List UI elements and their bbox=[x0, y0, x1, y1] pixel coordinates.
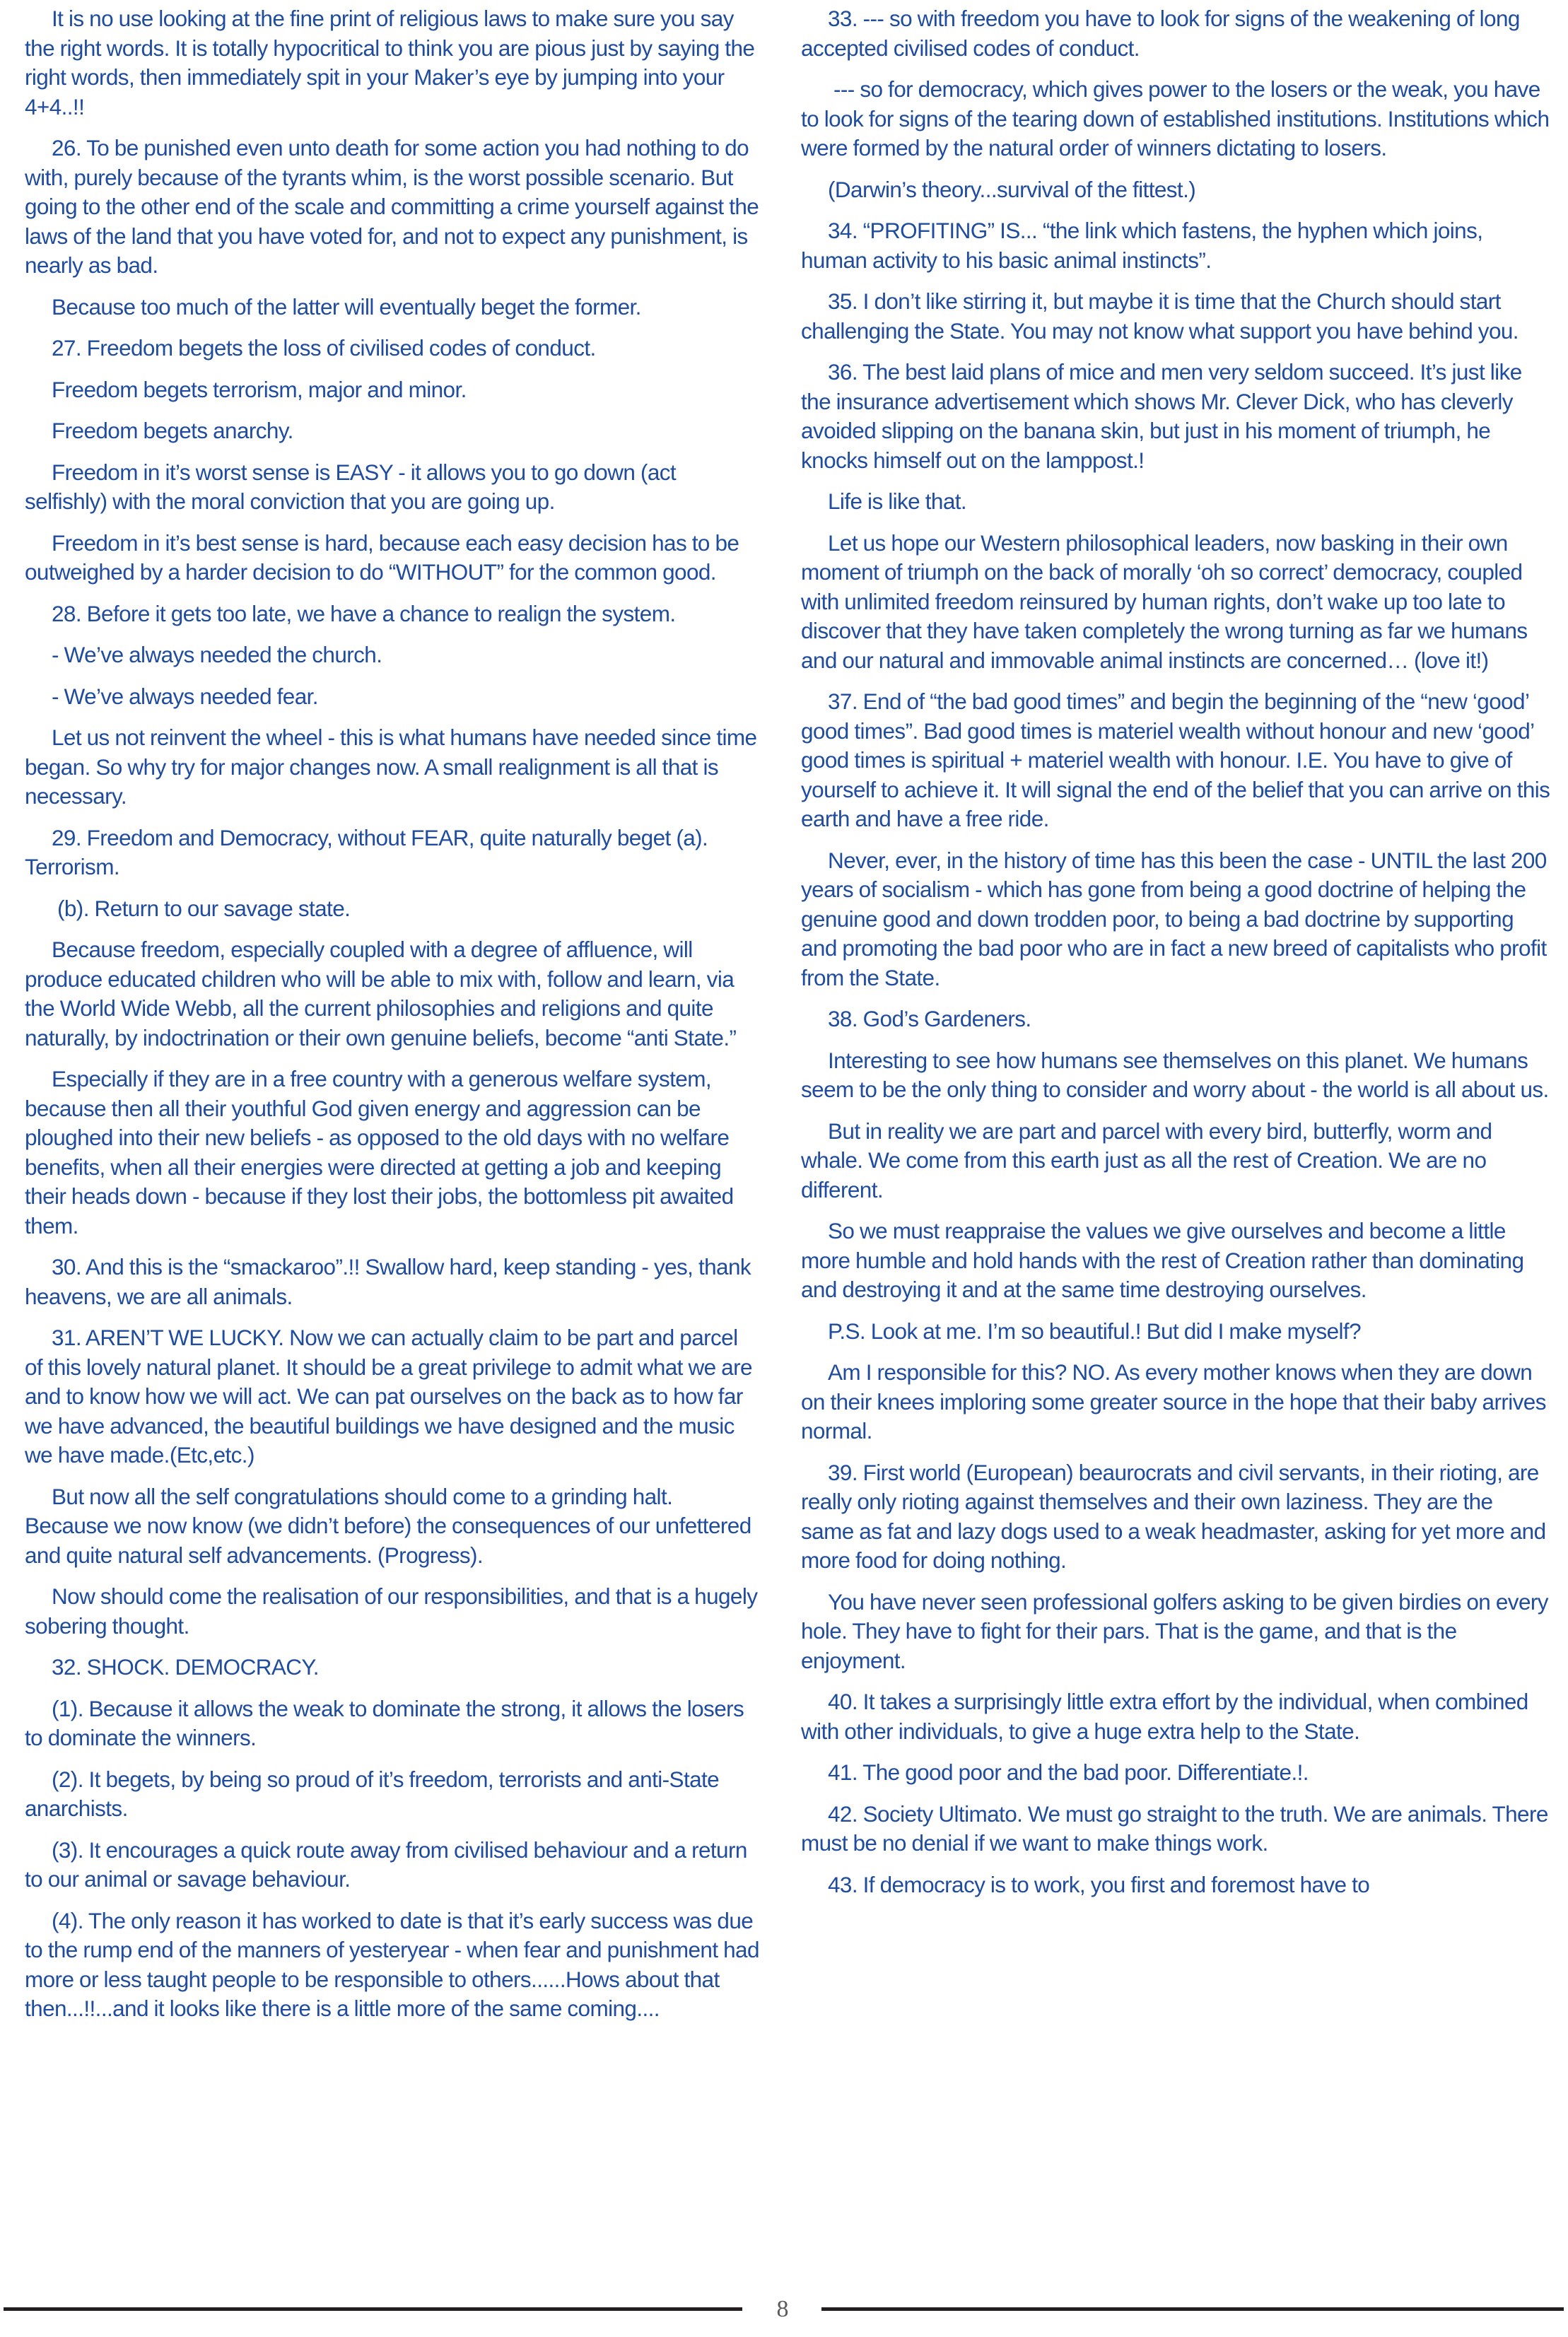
paragraph-43: 43. If democracy is to work, you first and foremost have to bbox=[828, 1871, 1370, 1897]
paragraph: Freedom begets anarchy. bbox=[52, 418, 293, 443]
paragraph: (4). The only reason it has worked to date is that it’s early success was due to the rump end of the manners of yesteryear - when fear and punishment had more or less taught people to be responsible to others......Hows about that then...!!...and it looks like there is a little more of the same coming.... bbox=[25, 1907, 759, 2021]
paragraph: Now should come the realisation of our responsibilities, and that is a hugely sobering thought. bbox=[25, 1583, 758, 1639]
paragraph-34: 34. “PROFITING” IS... “the link which fastens, the hyphen which joins, human activity to his basic animal instincts”. bbox=[801, 218, 1483, 273]
paragraph-35: 35. I don’t like stirring it, but maybe it is time that the Church should start challenging the State. You may not know what support you have behind you. bbox=[801, 288, 1519, 344]
paragraph-28: 28. Before it gets too late, we have a chance to realign the system. bbox=[52, 600, 676, 626]
paragraph-38: 38. God’s Gardeners. bbox=[828, 1006, 1031, 1031]
paragraph-27: 27. Freedom begets the loss of civilised codes of conduct. bbox=[52, 335, 596, 361]
paragraph-33: 33. --- so with freedom you have to look for signs of the weakening of long accepted civilised codes of conduct. bbox=[801, 6, 1520, 61]
paragraph: - We’ve always needed the church. bbox=[52, 642, 382, 667]
paragraph-42: 42. Society Ultimato. We must go straight to the truth. We are animals. There must be no denial if we want to make things work. bbox=[801, 1800, 1548, 1856]
left-text-column bbox=[25, 4, 760, 2036]
paragraph-32: 32. SHOCK. DEMOCRACY. bbox=[52, 1654, 319, 1680]
paragraph: It is no use looking at the fine print of religious laws to make sure you say the right words. It is totally hypocritical to think you are pious just by saying the right words, then immediately spit in your Maker’s eye by jumping into your 4+4..!! bbox=[25, 6, 755, 119]
paragraph: You have never seen professional golfers asking to be given birdies on every hole. They have to fight for their pars. That is the game, and that is the enjoyment. bbox=[801, 1588, 1548, 1673]
paragraph: (2). It begets, by being so proud of it’s freedom, terrorists and anti-State anarchists. bbox=[25, 1766, 720, 1821]
paragraph: Let us hope our Western philosophical leaders, now basking in their own moment of triumph on the back of morally ‘oh so correct’ democracy, coupled with unlimited freedom reinsured by human rights, don’t wake up too late to discover that they have taken completely the wrong turning as far we humans and our natural and immovable animal instincts are concerned… (love it!) bbox=[801, 529, 1528, 673]
paragraph: (b). Return to our savage state. bbox=[57, 895, 351, 921]
paragraph: Freedom in it’s worst sense is EASY - it allows you to go down (act selfishly) with the moral conviction that you are going up. bbox=[25, 459, 677, 514]
paragraph: But now all the self congratulations should come to a grinding halt. Because we now know (we didn’t before) the consequences of our unfettered and quite natural self advancements. (Progress). bbox=[25, 1483, 751, 1568]
paragraph-30: 30. And this is the “smackaroo”.!! Swallow hard, keep standing - yes, thank heavens, we are all animals. bbox=[25, 1254, 751, 1309]
paragraph-39: 39. First world (European) beaurocrats and civil servants, in their rioting, are really only rioting against themselves and their own laziness. They are the same as fat and lazy dogs used to a weak headmaster, asking for yet more and more food for doing nothing. bbox=[801, 1459, 1546, 1573]
paragraph: Freedom begets terrorism, major and minor. bbox=[52, 376, 467, 402]
paragraph: Never, ever, in the history of time has this been the case - UNTIL the last 200 years of socialism - which has gone from being a good doctrine of helping the genuine good and down trodden poor, to being a bad doctrine by supporting and promoting the bad poor who are in fact a new breed of capitalists who profit from the State. bbox=[801, 847, 1547, 990]
paragraph: Because too much of the latter will eventually beget the former. bbox=[52, 293, 641, 320]
footer-rule-right bbox=[821, 2307, 1564, 2311]
paragraph: Freedom in it’s best sense is hard, because each easy decision has to be outweighed by a harder decision to do “WITHOUT” for the common good. bbox=[25, 529, 739, 585]
paragraph: But in reality we are part and parcel with every bird, butterfly, worm and whale. We come from this earth just as all the rest of Creation. We are no different. bbox=[801, 1118, 1492, 1202]
paragraph-41: 41. The good poor and the bad poor. Differentiate.!. bbox=[828, 1759, 1309, 1785]
paragraph: P.S. Look at me. I’m so beautiful.! But did I make myself? bbox=[828, 1318, 1361, 1344]
page-number: 8 bbox=[776, 2296, 789, 2322]
paragraph: (1). Because it allows the weak to dominate the strong, it allows the losers to dominate the winners. bbox=[25, 1695, 744, 1750]
paragraph-26: 26. To be punished even unto death for some action you had nothing to do with, purely because of the tyrants whim, is the worst possible scenario. But going to the other end of the scale and committing a crime yourself against the laws of the land that you have voted for, and not to expect any punishment, is nearly as bad. bbox=[25, 135, 759, 278]
paragraph-40: 40. It takes a surprisingly little extra effort by the individual, when combined with other individuals, to give a huge extra help to the State. bbox=[801, 1689, 1528, 1744]
footer-rule-left bbox=[4, 2307, 742, 2311]
paragraph: Let us not reinvent the wheel - this is what humans have needed since time began. So why try for major changes now. A small realignment is all that is necessary. bbox=[25, 725, 757, 809]
paragraph: --- so for democracy, which gives power to the losers or the weak, you have to look for signs of the tearing down of established institutions. Institutions which were formed by the natural order of winners dictating to losers. bbox=[801, 76, 1550, 160]
paragraph: (Darwin’s theory...survival of the fittest.) bbox=[828, 176, 1196, 202]
paragraph: Life is like that. bbox=[828, 488, 967, 514]
paragraph-37: 37. End of “the bad good times” and begin the beginning of the “new ‘good’ good times”. Bad good times is materiel wealth without honour and new ‘good’ good times is spiritual + materiel wealth with honour. I.E. You have to give of yourself to achieve it. It will signal the end of the belief that you can arrive on this earth and have a free ride. bbox=[801, 689, 1550, 831]
paragraph-31: 31. AREN’T WE LUCKY. Now we can actually claim to be part and parcel of this lovely natural planet. It should be a great privilege to admit what we are and to know how we will act. We can pat ourselves on the back as to how far we have advanced, the beautiful buildings we have designed and the music we have made.(Etc,etc.) bbox=[25, 1325, 752, 1468]
paragraph-29: 29. Freedom and Democracy, without FEAR, quite naturally beget (a). Terrorism. bbox=[25, 824, 708, 879]
paragraph-36: 36. The best laid plans of mice and men very seldom succeed. It’s just like the insurance advertisement which shows Mr. Clever Dick, who has cleverly avoided slipping on the banana skin, but just in his moment of triumph, he knocks himself out on the lamppost.! bbox=[801, 359, 1522, 473]
paragraph: Am I responsible for this? NO. As every mother knows when they are down on their knees imploring some greater source in the hope that their baby arrives normal. bbox=[801, 1359, 1546, 1443]
paragraph: Interesting to see how humans see themselves on this planet. We humans seem to be the only thing to consider and worry about - the world is all about us. bbox=[801, 1047, 1549, 1102]
paragraph: (3). It encourages a quick route away from civilised behaviour and a return to our animal or savage behaviour. bbox=[25, 1837, 747, 1892]
paragraph: Especially if they are in a free country with a generous welfare system, because then all their youthful God given energy and aggression can be ploughed into their new beliefs - as opposed to the old days with no welfare benefits, when all their energies were directed at getting a job and keeping their heads down - because if they lost their jobs, the bottomless pit awaited them. bbox=[25, 1066, 734, 1238]
right-text-column bbox=[801, 4, 1550, 1911]
paragraph: - We’ve always needed fear. bbox=[52, 683, 318, 709]
paragraph: So we must reappraise the values we give ourselves and become a little more humble and hold hands with the rest of Creation rather than dominating and destroying it and at the same time destroying ourselves. bbox=[801, 1218, 1524, 1302]
paragraph: Because freedom, especially coupled with a degree of affluence, will produce educated children who will be able to mix with, follow and learn, via the World Wide Webb, all the current philosophies and religions and quite naturally, by indoctrination or their own genuine beliefs, become “anti State.” bbox=[25, 937, 737, 1050]
